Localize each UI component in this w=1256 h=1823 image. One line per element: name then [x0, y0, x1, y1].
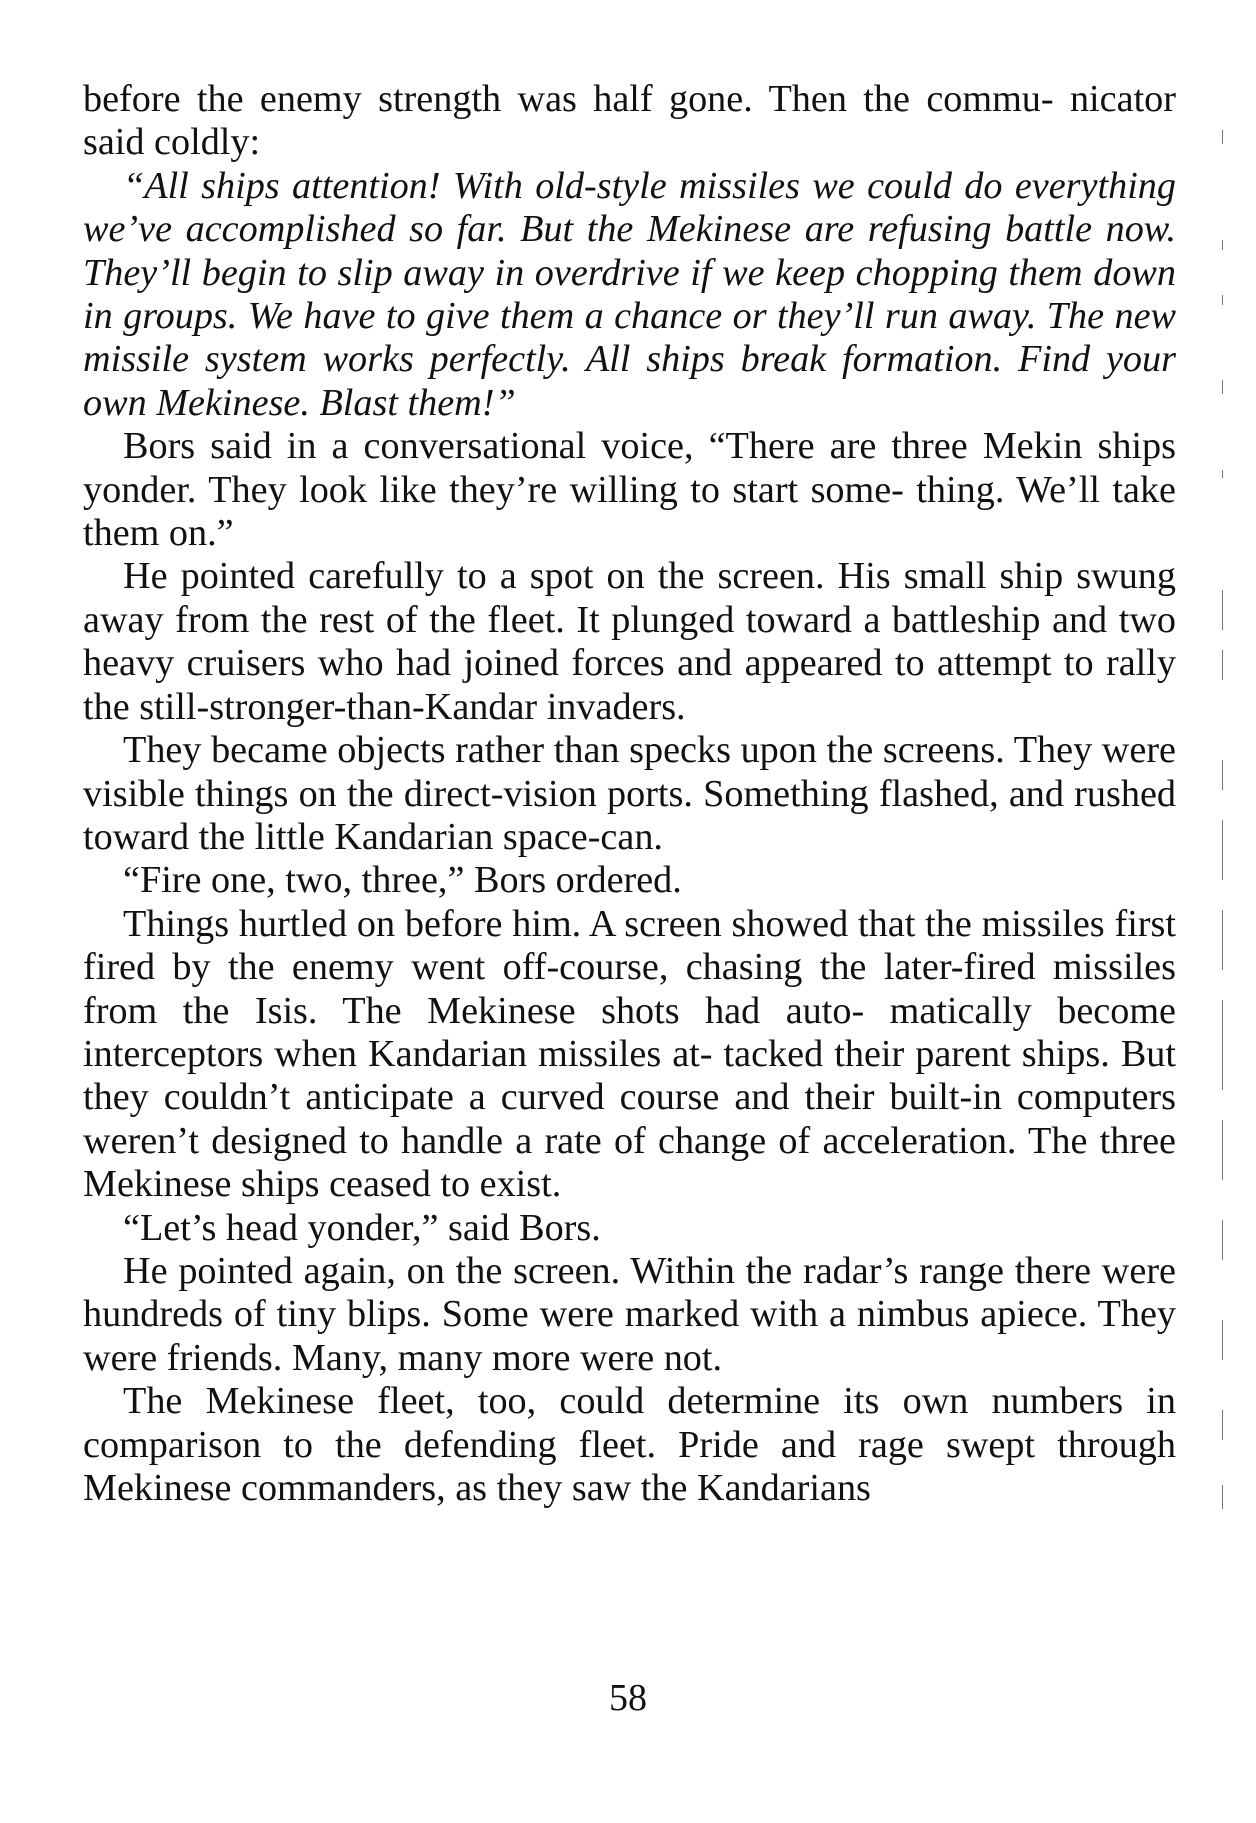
- scan-mark: [1222, 1220, 1223, 1260]
- paragraph-10: The Mekinese fleet, too, could determine its own numbers in comparison to the defending fleet. Pride and rage swept through Mekinese commanders, as they saw the Kandarians: [83, 1380, 1176, 1509]
- scan-mark: [1222, 1485, 1223, 1509]
- scan-mark: [1222, 760, 1223, 790]
- paragraph-9: He pointed again, on the screen. Within the radar’s range there were hundreds of tiny blips. Some were marked with a nimbus apiece. They were friends. Many, many more were not.: [83, 1249, 1176, 1379]
- scan-mark: [1222, 1120, 1223, 1180]
- scan-mark: [1222, 1410, 1223, 1440]
- scan-mark: [1222, 910, 1223, 970]
- scan-mark: [1222, 820, 1223, 880]
- paragraph-2-communicator-message: “All ships attention! With old-style missiles we could do everything we’ve accomplished so far. But the Mekinese are refusing battle now. They’ll begin to slip away in overdrive if we keep chopping them down in groups. We have to give them a chance or they’ll run away. The new missile system works perfectly. All ships break formation. Find your own Mekinese. Blast them!”: [83, 164, 1176, 424]
- paragraph-4: He pointed carefully to a spot on the screen. His small ship swung away from the rest of the fleet. It plunged toward a battleship and two heavy cruisers who had joined forces and appeared to attempt to rally the still-stronger-than-Kandar invaders.: [83, 555, 1176, 728]
- paragraph-7: Things hurtled on before him. A screen showed that the missiles first fired by the enemy went off-course, chasing the later-fired missiles from the Isis. The Mekinese shots had auto- matically become interceptors when Kandarian missiles at- tacked their parent ships. But they couldn’t anticipate a curved course and their built-in computers weren’t designed to handle a rate of change of acceleration. The three Mekinese ships ceased to exist.: [83, 902, 1176, 1206]
- scan-mark: [1222, 1000, 1223, 1090]
- scan-mark: [1222, 130, 1223, 144]
- paragraph-3: Bors said in a conversational voice, “There are three Mekin ships yonder. They look like they’re willing to start some- thing. We’ll take them on.”: [83, 425, 1176, 555]
- page-number: 58: [609, 1677, 647, 1719]
- paragraph-6: “Fire one, two, three,” Bors ordered.: [123, 859, 682, 902]
- scan-mark: [1222, 650, 1223, 680]
- scan-mark: [1222, 470, 1223, 478]
- scan-mark: [1222, 240, 1223, 250]
- body-text: [83, 78, 1176, 1510]
- paragraph-8: “Let’s head yonder,” said Bors.: [123, 1206, 601, 1249]
- paragraph-5: They became objects rather than specks upon the screens. They were visible things on the direct-vision ports. Something flashed, and rushed toward the little Kandarian space-can.: [83, 729, 1176, 858]
- scan-mark: [1222, 295, 1223, 305]
- scan-edge-marks: [1222, 120, 1232, 1770]
- paragraph-1: before the enemy strength was half gone. Then the commu- nicator said coldly:: [83, 78, 1176, 164]
- scan-mark: [1222, 590, 1223, 630]
- scan-mark: [1222, 1320, 1223, 1360]
- scan-mark: [1222, 380, 1223, 394]
